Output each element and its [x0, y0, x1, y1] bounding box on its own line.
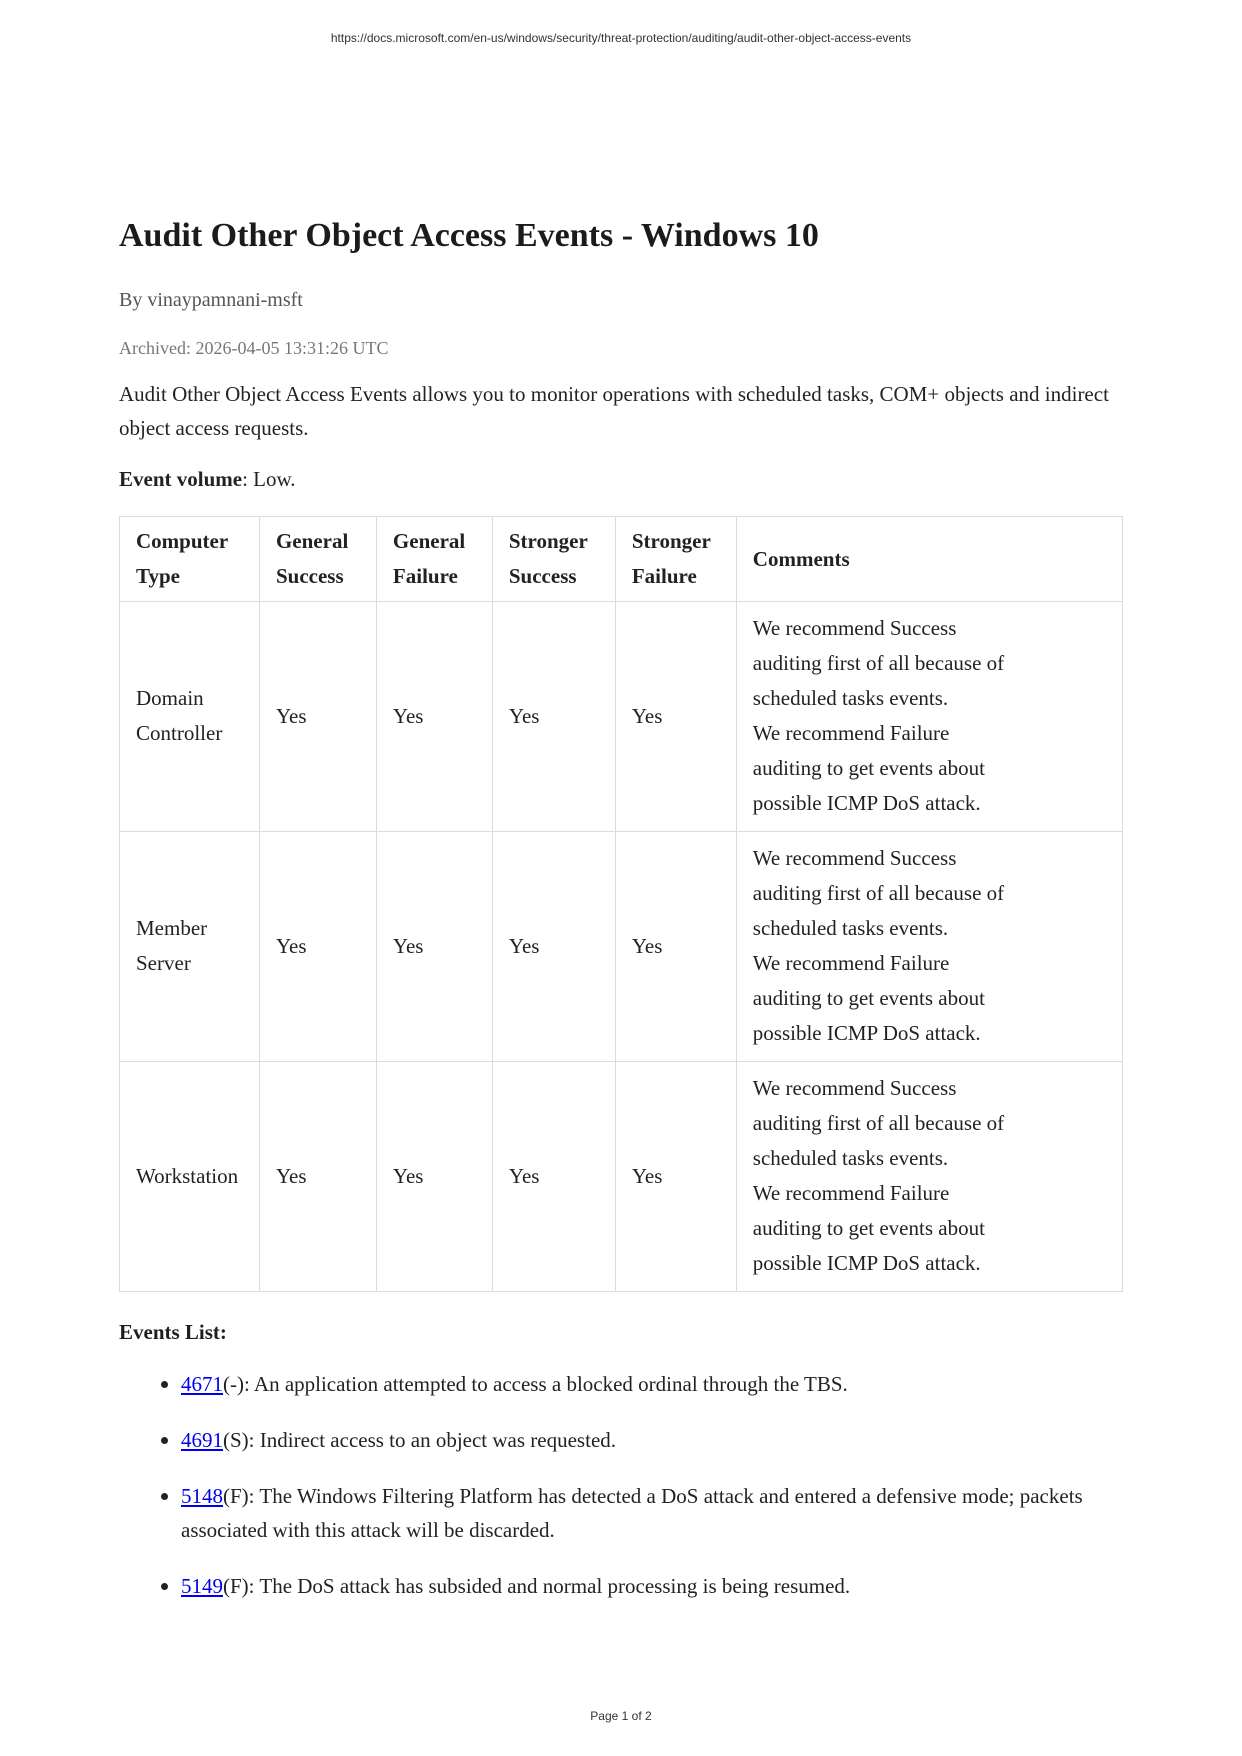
cell-comments: We recommend Success auditing first of all because of scheduled tasks events. We recommend Failure auditing to get events about possible ICMP DoS attack. — [736, 602, 1122, 832]
cell-computer-type: Workstation — [120, 1062, 260, 1292]
event-volume-label: Event volume — [119, 467, 243, 491]
cell-computer-type: Domain Controller — [120, 602, 260, 832]
event-5148-link[interactable]: 5148 — [181, 1484, 223, 1508]
header-general-failure: General Failure — [376, 517, 492, 602]
event-description: (-): An application attempted to access a blocked ordinal through the TBS. — [223, 1372, 848, 1396]
cell-computer-type: Member Server — [120, 832, 260, 1062]
archived-timestamp: Archived: 2026-04-05 13:31:26 UTC — [119, 338, 389, 358]
page-number-footer: Page 1 of 2 — [590, 1709, 652, 1723]
event-description: (F): The DoS attack has subsided and normal processing is being resumed. — [223, 1574, 851, 1598]
cell-comments: We recommend Success auditing first of all because of scheduled tasks events. We recommend Failure auditing to get events about possible ICMP DoS attack. — [736, 832, 1122, 1062]
header-comments: Comments — [736, 517, 1122, 602]
header-general-success: General Success — [259, 517, 376, 602]
cell-general-failure: Yes — [376, 602, 492, 832]
list-item — [181, 1479, 1123, 1547]
cell-stronger-failure: Yes — [615, 602, 736, 832]
page-url-header: https://docs.microsoft.com/en-us/windows/security/threat-protection/auditing/audit-other-object-access-events — [330, 31, 912, 45]
article-description: Audit Other Object Access Events allows you to monitor operations with scheduled tasks, COM+ objects and indirect object access requests. — [119, 382, 1109, 440]
list-item — [181, 1569, 1123, 1603]
article — [119, 212, 1123, 1603]
cell-stronger-failure: Yes — [615, 1062, 736, 1292]
list-item — [181, 1367, 1123, 1401]
events-list — [119, 1367, 1123, 1603]
header-stronger-failure: Stronger Failure — [615, 517, 736, 602]
event-5149-link[interactable]: 5149 — [181, 1574, 223, 1598]
event-volume — [119, 464, 1123, 494]
header-computer-type: Computer Type — [120, 517, 260, 602]
cell-general-success: Yes — [259, 1062, 376, 1292]
page-title: Audit Other Object Access Events - Windows 10 — [119, 217, 819, 254]
table-row — [120, 1062, 1123, 1292]
table-header-row — [120, 517, 1123, 602]
header-stronger-success: Stronger Success — [492, 517, 615, 602]
table-row — [120, 832, 1123, 1062]
table-row — [120, 602, 1123, 832]
author-byline: By vinaypamnani-msft — [119, 289, 303, 311]
cell-general-failure: Yes — [376, 1062, 492, 1292]
cell-comments: We recommend Success auditing first of all because of scheduled tasks events. We recommend Failure auditing to get events about possible ICMP DoS attack. — [736, 1062, 1122, 1292]
event-4671-link[interactable]: 4671 — [181, 1372, 223, 1396]
events-list-title: Events List: — [119, 1320, 227, 1344]
cell-general-success: Yes — [259, 602, 376, 832]
cell-stronger-success: Yes — [492, 602, 615, 832]
cell-stronger-success: Yes — [492, 832, 615, 1062]
event-description: (F): The Windows Filtering Platform has detected a DoS attack and entered a defensive mode; packets associated with this attack will be discarded. — [181, 1484, 1083, 1542]
cell-general-success: Yes — [259, 832, 376, 1062]
event-volume-value: : Low. — [242, 467, 296, 491]
event-4691-link[interactable]: 4691 — [181, 1428, 223, 1452]
cell-stronger-success: Yes — [492, 1062, 615, 1292]
cell-general-failure: Yes — [376, 832, 492, 1062]
audit-recommendations-table — [119, 516, 1123, 1292]
cell-stronger-failure: Yes — [615, 832, 736, 1062]
event-description: (S): Indirect access to an object was requested. — [223, 1428, 617, 1452]
list-item — [181, 1423, 1123, 1457]
